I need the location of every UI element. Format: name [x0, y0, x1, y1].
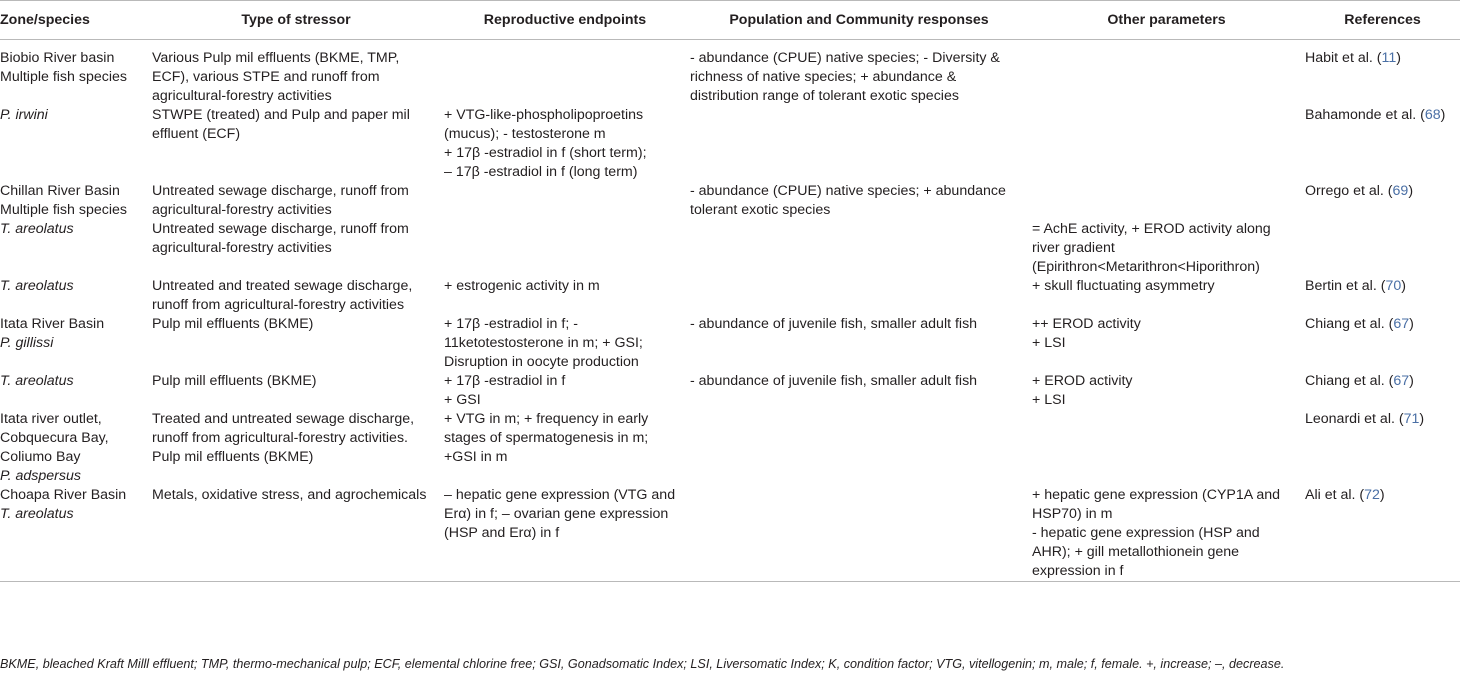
cell-stressor: Pulp mill effluents (BKME) — [152, 373, 317, 389]
table-footnote: BKME, bleached Kraft Milll effluent; TMP, thermo-mechanical pulp; ECF, elemental chlorine free; GSI, Gonadsomatic Index; LSI, Liversomatic Index; K, condition factor; VTG, vitellogenin; m, male; f, female. +, increase; –, decrease. — [0, 657, 1285, 671]
reference-author: Leonardi et al. ( — [1305, 411, 1404, 427]
cell-zone: T. areolatus — [0, 278, 74, 294]
table-row — [0, 277, 1460, 315]
cell-repro — [440, 182, 686, 220]
cell-population — [686, 220, 1028, 277]
cell-population — [686, 106, 1028, 182]
reference-number-link[interactable]: 69 — [1392, 183, 1409, 199]
reference-author: Habit et al. ( — [1305, 50, 1382, 66]
cell-zone: T. areolatus — [0, 221, 74, 237]
reference-author: Ali et al. ( — [1305, 487, 1365, 503]
header-stressor: Type of stressor — [148, 1, 440, 40]
cell-other: + hepatic gene expression (CYP1A and HSP70) in m - hepatic gene expression (HSP and AHR); + gill metallothionein gene expression in f — [1028, 486, 1301, 582]
reference-author: Chiang et al. ( — [1305, 373, 1394, 389]
cell-reference — [1301, 486, 1460, 582]
cell-stressor: Untreated sewage discharge, runoff from agricultural-forestry activities — [152, 183, 409, 218]
cell-zone: Chillan River Basin Multiple fish species — [0, 183, 127, 218]
cell-population — [686, 410, 1028, 486]
reference-author: Bertin et al. ( — [1305, 278, 1386, 294]
cell-stressor: Treated and untreated sewage discharge, runoff from agricultural-forestry activities. Pulp mil effluents (BKME) — [152, 411, 415, 465]
reference-author: Chiang et al. ( — [1305, 316, 1394, 332]
cell-reference — [1301, 277, 1460, 315]
cell-reference — [1301, 106, 1460, 182]
cell-zone: T. areolatus — [0, 373, 74, 389]
cell-zone: Choapa River Basin T. areolatus — [0, 486, 148, 582]
cell-zone: P. irwini — [0, 107, 48, 123]
table-row — [0, 410, 1460, 486]
reference-number-link[interactable]: 11 — [1381, 50, 1397, 66]
reference-close: ) — [1419, 411, 1425, 427]
reference-number-link[interactable]: 67 — [1393, 316, 1410, 332]
reference-number-link[interactable]: 71 — [1403, 411, 1420, 427]
cell-zone: Itata river outlet, Cobquecura Bay, Coliumo Bay P. adspersus — [0, 411, 109, 484]
reference-close: ) — [1440, 107, 1446, 123]
cell-repro: – hepatic gene expression (VTG and Erα) in f; – ovarian gene expression (HSP and Erα) in f — [440, 486, 686, 582]
cell-population — [686, 486, 1028, 582]
header-references: References — [1301, 1, 1460, 40]
cell-population: - abundance (CPUE) native species; - Diversity & richness of native species; + abundance & distribution range of tolerant exotic species — [690, 50, 1000, 104]
header-repro: Reproductive endpoints — [440, 1, 686, 40]
table-body — [0, 40, 1460, 582]
cell-repro — [440, 40, 686, 107]
table-row — [0, 40, 1460, 107]
cell-repro: + VTG in m; + frequency in early stages of spermatogenesis in m; +GSI in m — [444, 411, 649, 465]
table-row — [0, 106, 1460, 182]
cell-reference — [1301, 40, 1460, 107]
reference-close: ) — [1396, 50, 1401, 66]
reference-number-link[interactable]: 72 — [1364, 487, 1380, 503]
cell-stressor: STWPE (treated) and Pulp and paper mil effluent (ECF) — [152, 107, 410, 142]
table-row — [0, 182, 1460, 220]
cell-other: ++ EROD activity + LSI — [1032, 316, 1141, 351]
cell-zone: Biobio River basin Multiple fish species — [0, 50, 127, 85]
reference-close: ) — [1379, 487, 1385, 503]
cell-reference — [1301, 410, 1460, 486]
table-row — [0, 220, 1460, 277]
reference-number-link[interactable]: 67 — [1393, 373, 1410, 389]
cell-other — [1028, 182, 1301, 220]
cell-other — [1028, 40, 1301, 107]
cell-reference — [1301, 315, 1460, 372]
reference-number-link[interactable]: 68 — [1424, 107, 1441, 123]
cell-reference — [1301, 182, 1460, 220]
cell-repro: + VTG-like-phospholipoproetins (mucus); - testosterone m + 17β -estradiol in f (short term); – 17β -estradiol in f (long term) — [444, 107, 647, 180]
cell-reference — [1301, 372, 1460, 410]
cell-zone: Itata River Basin P. gillissi — [0, 316, 105, 351]
cell-other: + EROD activity + LSI — [1032, 373, 1133, 408]
table-row — [0, 486, 1460, 582]
table-row — [0, 372, 1460, 410]
cell-other — [1028, 106, 1301, 182]
reference-author: Orrego et al. ( — [1305, 183, 1393, 199]
cell-reference — [1301, 220, 1460, 277]
table-row — [0, 315, 1460, 372]
cell-stressor: Pulp mil effluents (BKME) — [152, 316, 314, 332]
cell-repro: + 17β -estradiol in f + GSI — [444, 373, 566, 408]
cell-population: - abundance (CPUE) native species; + abundance tolerant exotic species — [690, 183, 1006, 218]
reference-close: ) — [1408, 183, 1414, 199]
cell-repro: + estrogenic activity in m — [444, 278, 600, 294]
reference-close: ) — [1409, 316, 1414, 332]
header-population: Population and Community responses — [686, 1, 1028, 40]
cell-other: + skull fluctuating asymmetry — [1032, 278, 1215, 294]
cell-repro: + 17β -estradiol in f; - 11ketotestosterone in m; + GSI; Disruption in oocyte production — [444, 316, 643, 370]
reference-author: Bahamonde et al. ( — [1305, 107, 1425, 123]
cell-stressor: Metals, oxidative stress, and agrochemicals — [148, 486, 440, 582]
cell-other: = AchE activity, + EROD activity along river gradient (Epirithron<Metarithron<Hiporithron) — [1032, 221, 1271, 275]
cell-repro — [440, 220, 686, 277]
cell-stressor: Untreated sewage discharge, runoff from agricultural-forestry activities — [152, 221, 409, 256]
header-other: Other parameters — [1028, 1, 1301, 40]
reference-close: ) — [1401, 278, 1406, 294]
table-header — [0, 1, 1460, 40]
cell-stressor: Various Pulp mil effluents (BKME, TMP, ECF), various STPE and runoff from agricultural-forestry activities — [152, 50, 400, 104]
cell-other — [1028, 410, 1301, 486]
cell-population: - abundance of juvenile fish, smaller adult fish — [690, 316, 978, 332]
cell-population — [686, 277, 1028, 315]
reference-number-link[interactable]: 70 — [1385, 278, 1402, 294]
reference-close: ) — [1409, 373, 1414, 389]
cell-population: - abundance of juvenile fish, smaller adult fish — [690, 373, 978, 389]
header-zone: Zone/species — [0, 1, 148, 40]
cell-stressor: Untreated and treated sewage discharge, runoff from agricultural-forestry activities — [152, 278, 413, 313]
